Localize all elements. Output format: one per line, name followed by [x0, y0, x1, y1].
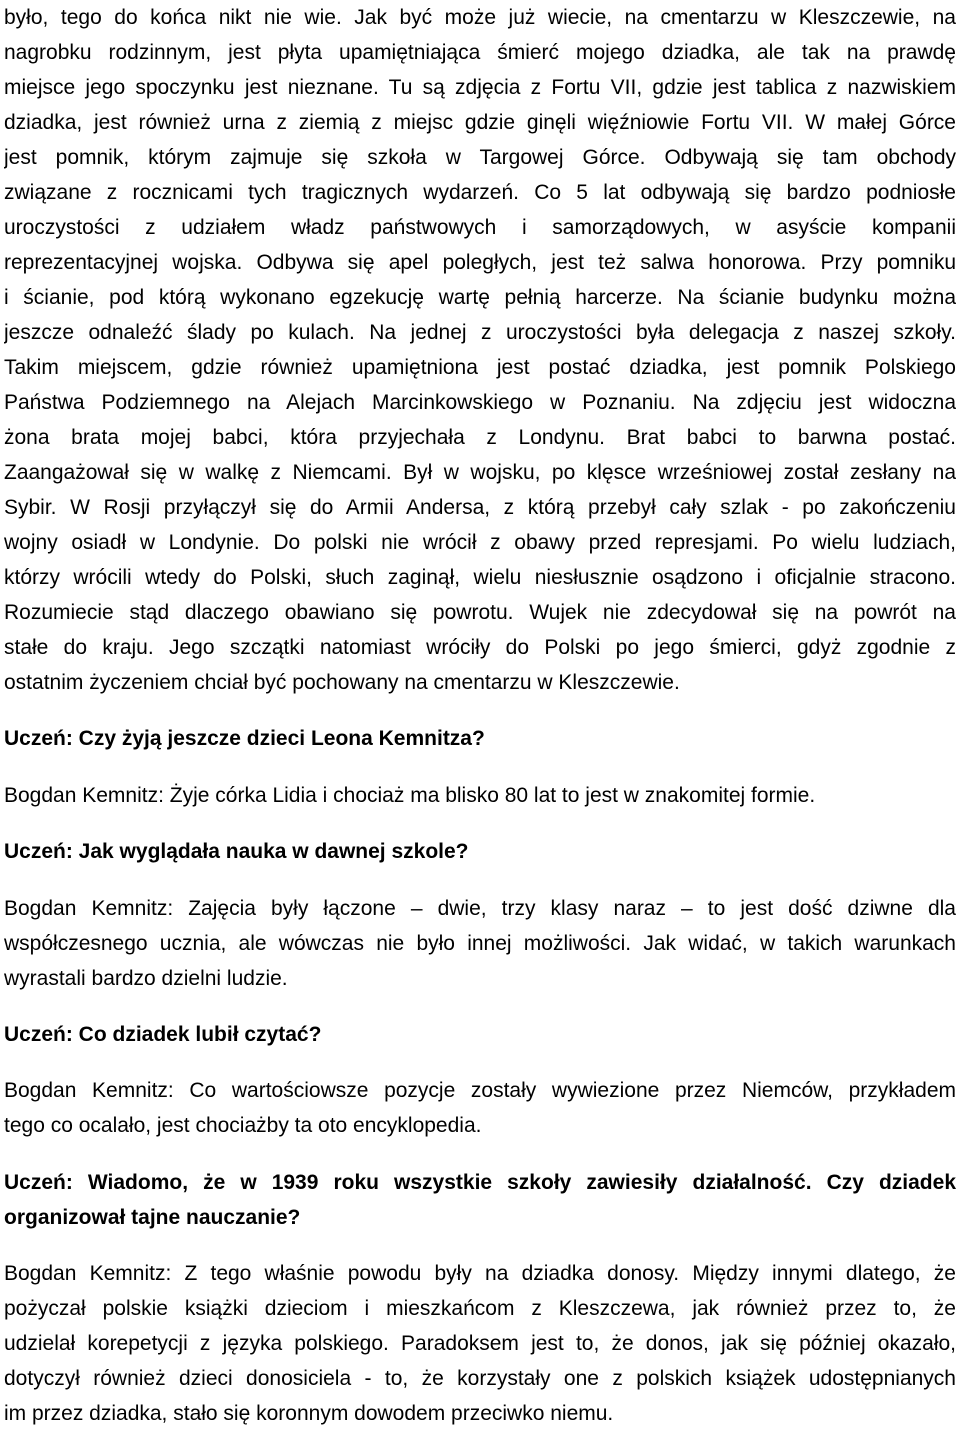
question-line: Uczeń: Co dziadek lubił czytać? [4, 1022, 322, 1046]
answer-4 [4, 1256, 956, 1431]
narrative-line: jest pomnik, którym zajmuje się szkoła w Targowej Górce. Odbywają się tam obchody [4, 146, 956, 169]
narrative-line: Zaangażował się w walkę z Niemcami. Był w wojsku, po klęsce wrześniowej został zesłany na [4, 461, 956, 484]
answer-line: dotyczył również dzieci donosiciela - to, że korzystały one z polskich książek udostępnianych [4, 1367, 956, 1391]
question-2 [4, 834, 956, 869]
narrative-line: związane z rocznicami tych tragicznych wydarzeń. Co 5 lat odbywają się bardzo podniosłe [4, 181, 956, 204]
question-line: Uczeń: Jak wyglądała nauka w dawnej szkole? [4, 840, 469, 864]
question-line: Uczeń: Wiadomo, że w 1939 roku wszystkie szkoły zawiesiły działalność. Czy dziadek [4, 1170, 956, 1194]
narrative-line: Sybir. W Rosji przyłączył się do Armii Andersa, z którą przebył cały szlak - po zakończeniu [4, 496, 956, 519]
answer-line: tego co ocalało, jest chociażby ta oto encyklopedia. [4, 1114, 482, 1138]
question-3 [4, 1017, 956, 1052]
narrative-line: żona brata mojej babci, która przyjechała z Londynu. Brat babci to barwna postać. [4, 426, 956, 449]
answer-3 [4, 1073, 956, 1143]
narrative-line: ostatnim życzeniem chciał być pochowany na cmentarzu w Kleszczewie. [4, 671, 680, 694]
narrative-line: Rozumiecie stąd dlaczego obawiano się powrotu. Wujek nie zdecydował się na powrót na [4, 601, 956, 624]
question-1 [4, 721, 956, 756]
question-4 [4, 1165, 956, 1235]
answer-line: udzielał korepetycji z języka polskiego. Paradoksem jest to, że donos, jak się później okazało, [4, 1332, 956, 1356]
answer-2 [4, 891, 956, 996]
question-line: Uczeń: Czy żyją jeszcze dzieci Leona Kemnitza? [4, 727, 485, 751]
narrative-line: którzy wrócili wtedy do Polski, słuch zaginął, wielu niesłusznie osądzono i oficjalnie stracono. [4, 566, 956, 589]
answer-line: wyrastali bardzo dzielni ludzie. [4, 966, 288, 990]
answer-line: Bogdan Kemnitz: Z tego właśnie powodu były na dziadka donosy. Między innymi dlatego, że [4, 1262, 956, 1286]
narrative-line: uroczystości z udziałem władz państwowych i samorządowych, w asyście kompanii [4, 216, 956, 239]
answer-line: Bogdan Kemnitz: Zajęcia były łączone – dwie, trzy klasy naraz – to jest dość dziwne dla [4, 896, 956, 920]
answer-line: pożyczał polskie książki dzieciom i mieszkańcom z Kleszczewa, jak również przez to, że [4, 1297, 956, 1321]
answer-line: im przez dziadka, stało się koronnym dowodem przeciwko niemu. [4, 1402, 614, 1426]
question-line: organizował tajne nauczanie? [4, 1205, 301, 1229]
answer-1 [4, 778, 956, 813]
narrative-line: wojny osiadł w Londynie. Do polski nie wrócił z obawy przed represjami. Po wielu ludziach, [4, 531, 956, 554]
document-page [4, 0, 956, 1432]
narrative-line: jeszcze odnaleźć ślady po kulach. Na jednej z uroczystości była delegacja z naszej szkoły. [4, 321, 956, 344]
narrative-line: reprezentacyjnej wojska. Odbywa się apel poległych, jest też salwa honorowa. Przy pomniku [4, 251, 956, 274]
answer-line: Bogdan Kemnitz: Żyje córka Lidia i chociaż ma blisko 80 lat to jest w znakomitej formie. [4, 783, 816, 807]
narrative-line: stałe do kraju. Jego szczątki natomiast wróciły do Polski po jego śmierci, gdyż zgodnie z [4, 636, 956, 659]
narrative-line: Takim miejscem, gdzie również upamiętniona jest postać dziadka, jest pomnik Polskiego [4, 356, 956, 379]
answer-line: współczesnego ucznia, ale wówczas nie było innej możliwości. Jak widać, w takich warunkach [4, 931, 956, 955]
narrative-line: było, tego do końca nikt nie wie. Jak być może już wiecie, na cmentarzu w Kleszczewie, na [4, 6, 956, 29]
narrative-line: Państwa Podziemnego na Alejach Marcinkowskiego w Poznaniu. Na zdjęciu jest widoczna [4, 391, 956, 414]
narrative-paragraph [4, 0, 956, 700]
narrative-line: i ścianie, pod którą wykonano egzekucję wartę pełnią harcerze. Na ścianie budynku można [4, 286, 956, 309]
narrative-line: dziadka, jest również urna z ziemią z miejsc gdzie ginęli więźniowie Fortu VII. W małej Górce [4, 111, 956, 134]
narrative-line: miejsce jego spoczynku jest nieznane. Tu są zdjęcia z Fortu VII, gdzie jest tablica z nazwiskiem [4, 76, 956, 99]
narrative-line: nagrobku rodzinnym, jest płyta upamiętniająca śmierć mojego dziadka, ale tak na prawdę [4, 41, 956, 64]
answer-line: Bogdan Kemnitz: Co wartościowsze pozycje zostały wywiezione przez Niemców, przykładem [4, 1079, 956, 1103]
